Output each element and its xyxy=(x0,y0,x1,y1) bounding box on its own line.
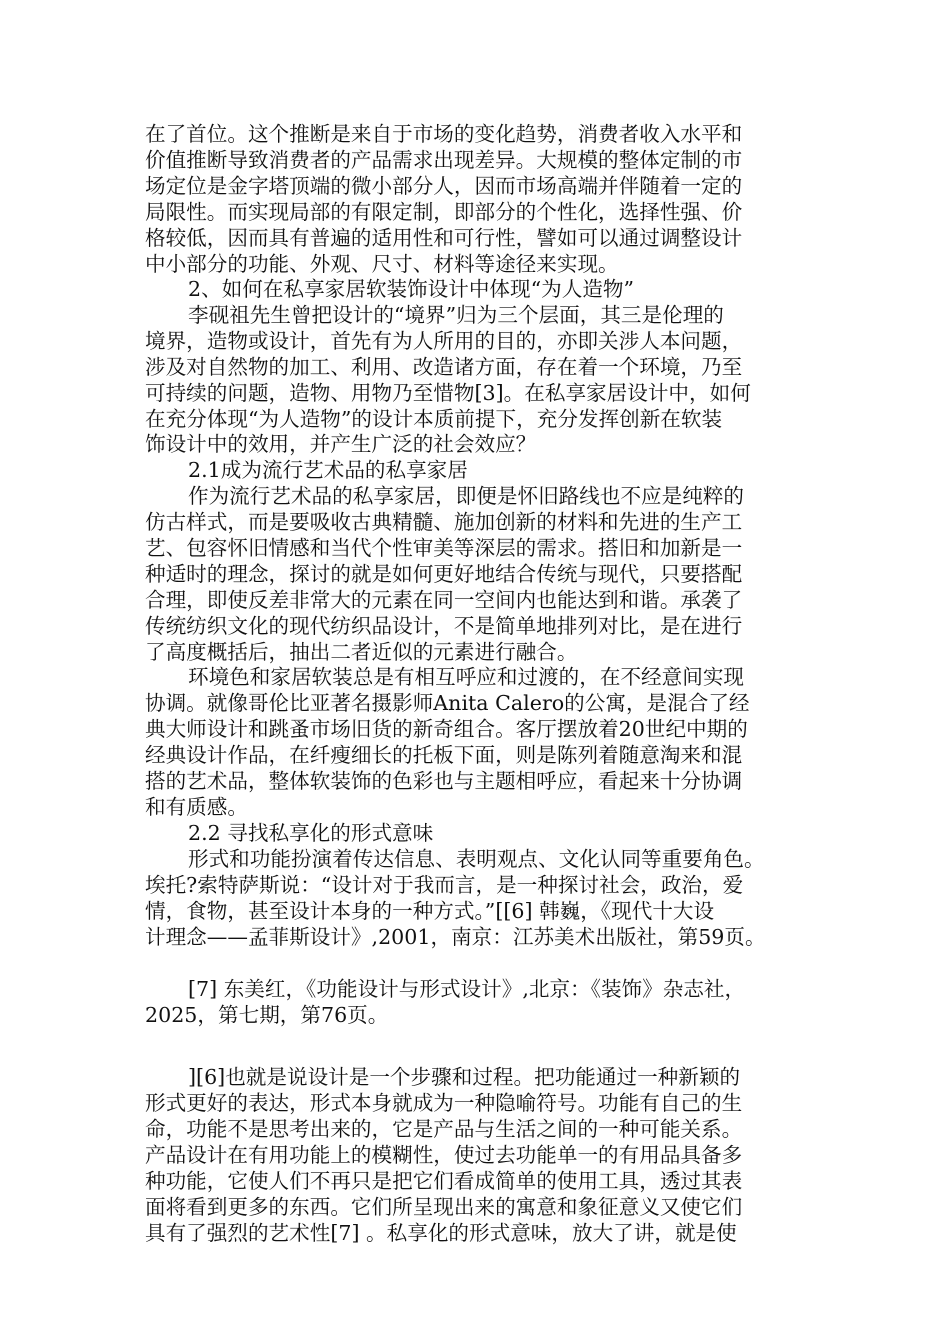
body-text-line: 饰设计中的效用，并产生广泛的社会效应？ xyxy=(145,432,537,456)
body-text-line: 形式和功能扮演着传达信息、表明观点、文化认同等重要角色。 xyxy=(188,847,765,871)
body-text-line: 仿古样式，而是要吸收古典精髓、施加创新的材料和先进的生产工 xyxy=(145,510,743,534)
body-text-line: 经典设计作品，在纤瘦细长的托板下面，则是陈列着随意淘来和混 xyxy=(145,743,743,767)
body-text-line: 协调。就像哥伦比亚著名摄影师Anita Calero的公寓，是混合了经 xyxy=(145,691,750,715)
body-text-line: 搭的艺术品，整体软装饰的色彩也与主题相呼应，看起来十分协调 xyxy=(145,769,743,793)
body-text-line: 和有质感。 xyxy=(145,795,248,819)
body-text-line: 合理，即使反差非常大的元素在同一空间内也能达到和谐。承袭了 xyxy=(145,588,743,612)
body-text-line: 李砚祖先生曾把设计的“境界”归为三个层面，其三是伦理的 xyxy=(188,303,724,327)
footnote-line: 2025，第七期，第76页。 xyxy=(145,1003,389,1027)
body-text-line: 了高度概括后，抽出二者近似的元素进行融合。 xyxy=(145,640,578,664)
footnote-line: 计理念——孟菲斯设计》,2001，南京：江苏美术出版社，第59页。 xyxy=(145,925,766,949)
body-text-line: 命，功能不是思考出来的，它是产品与生活之间的一种可能关系。 xyxy=(145,1117,743,1141)
body-text-line: 在充分体现“为人造物”的设计本质前提下，充分发挥创新在软装 xyxy=(145,407,723,431)
subsection-heading: 2.2 寻找私享化的形式意味 xyxy=(188,821,434,845)
body-text-line: 典大师设计和跳蚤市场旧货的新奇组合。客厅摆放着20世纪中期的 xyxy=(145,717,748,741)
footnote-line: [7] 东美红，《功能设计与形式设计》,北京：《装饰》杂志社， xyxy=(188,977,746,1001)
body-text-line: 格较低，因而具有普遍的适用性和可行性，譬如可以通过调整设计 xyxy=(145,226,743,250)
body-text-line: 在了首位。这个推断是来自于市场的变化趋势，消费者收入水平和 xyxy=(145,122,743,146)
subsection-heading: 2.1成为流行艺术品的私享家居 xyxy=(188,458,468,482)
body-text-line: 局限性。而实现局部的有限定制，即部分的个性化，选择性强、价 xyxy=(145,200,743,224)
body-text-line: 具有了强烈的艺术性[7] 。私享化的形式意味，放大了讲，就是使 xyxy=(145,1221,737,1245)
section-heading: 2、如何在私享家居软装饰设计中体现“为人造物” xyxy=(188,277,635,301)
body-text-line: 场定位是金字塔顶端的微小部分人，因而市场高端并伴随着一定的 xyxy=(145,174,743,198)
body-text-line: 埃托?索特萨斯说：“设计对于我而言，是一种探讨社会，政治，爱 xyxy=(145,873,744,897)
body-text-line: 艺、包容怀旧情感和当代个性审美等深层的需求。搭旧和加新是一 xyxy=(145,536,743,560)
body-text-line: ][6]也就是说设计是一个步骤和过程。把功能通过一种新颖的 xyxy=(188,1065,741,1089)
body-text-line: 作为流行艺术品的私享家居，即便是怀旧路线也不应是纯粹的 xyxy=(188,484,745,508)
body-text-line: 传统纺织文化的现代纺织品设计，不是简单地排列对比，是在进行 xyxy=(145,614,743,638)
body-text-line: 面将看到更多的东西。它们所呈现出来的寓意和象征意义又使它们 xyxy=(145,1195,743,1219)
body-text-line: 环境色和家居软装总是有相互呼应和过渡的，在不经意间实现 xyxy=(188,665,745,689)
body-text-line: 价值推断导致消费者的产品需求出现差异。大规模的整体定制的市 xyxy=(145,148,743,172)
body-text-line: 种适时的理念，探讨的就是如何更好地结合传统与现代，只要搭配 xyxy=(145,562,743,586)
body-text-line: 产品设计在有用功能上的模糊性，使过去功能单一的有用品具备多 xyxy=(145,1143,743,1167)
body-text-line: 可持续的问题，造物、用物乃至惜物[3]。在私享家居设计中，如何 xyxy=(145,381,751,405)
body-text-line: 涉及对自然物的加工、利用、改造诸方面，存在着一个环境，乃至 xyxy=(145,355,743,379)
body-text-line: 中小部分的功能、外观、尺寸、材料等途径来实现。 xyxy=(145,252,619,276)
body-text-line: 情，食物，甚至设计本身的一种方式。”[[6] 韩巍，《现代十大设 xyxy=(145,899,715,923)
body-text-line: 形式更好的表达，形式本身就成为一种隐喻符号。功能有自己的生 xyxy=(145,1091,743,1115)
body-text-line: 种功能，它使人们不再只是把它们看成简单的使用工具，透过其表 xyxy=(145,1169,743,1193)
body-text-line: 境界，造物或设计，首先有为人所用的目的，亦即关涉人本问题， xyxy=(145,329,743,353)
